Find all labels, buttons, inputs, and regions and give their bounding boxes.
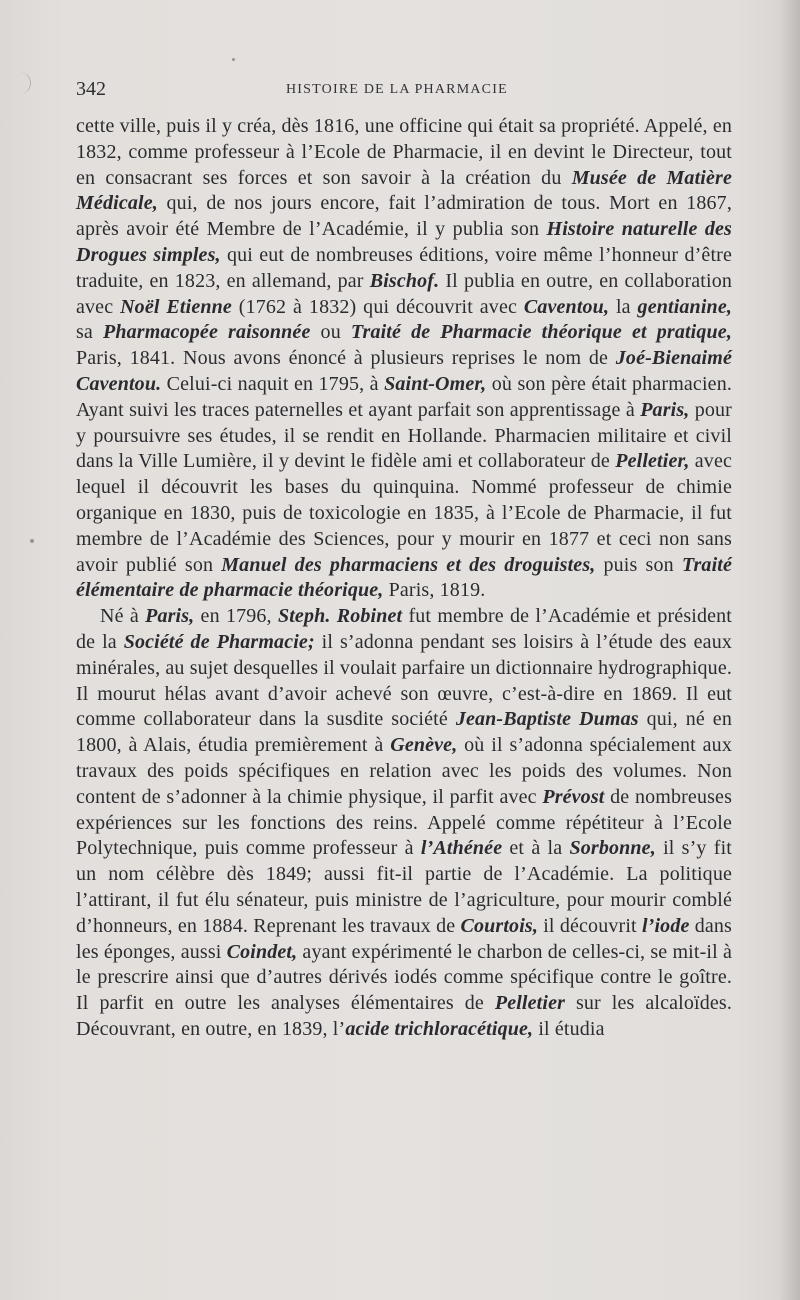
paper-speck <box>232 58 235 61</box>
text-run: en 1796, <box>194 605 278 628</box>
page-gutter-shadow <box>778 0 800 1300</box>
text-run: sur les alcaloïdes. Découvrant, en outre, en 1839, l’ <box>76 992 732 1040</box>
text-run: où son père était pharmacien. Ayant suivi les traces paternelles et ayant parfait son apprentissage à <box>76 372 732 421</box>
text-run: il étudia <box>533 1017 605 1040</box>
text-run: il s’adonna pendant ses loisirs à l’étude des eaux minérales, au sujet desquelles il voulait parfaire un dictionnaire hydrographique. Il mourut hélas avant d’avoir achevé son œuvre, c’est-à-dire en 1869. Il eut comme collaborateur dans la susdite société <box>76 630 732 731</box>
italic-name: acide trichloracétique, <box>345 1017 534 1040</box>
italic-name: Manuel des pharmaciens et des droguistes, <box>221 553 596 576</box>
text-run: qui, né en 1800, à Alais, étudia premièrement à <box>76 708 732 757</box>
italic-name: Société de Pharmacie; <box>123 630 315 653</box>
text-run: cette ville, puis il y créa, dès 1816, une officine qui était sa propriété. Appelé, en 1832, comme professeur à l’Ecole de Pharmacie, il en devint le Directeur, tout en consacrant ses forces et son savoir à la création du <box>76 115 732 189</box>
text-run: il s’y fit un nom célèbre dès 1849; aussi fit-il partie de l’Académie. La politique l’attirant, il fut élu sénateur, puis ministre de l’agriculture, pour mourir comblé d’honneurs, en 1884. Reprenant les travaux de <box>76 837 732 937</box>
italic-name: Jean-Baptiste Dumas <box>455 708 639 731</box>
italic-name: Paris, <box>640 398 690 421</box>
italic-name: Paris, <box>145 605 195 628</box>
text-run: Il publia en outre, en collaboration avec <box>76 269 732 318</box>
text-run: ayant expérimenté le charbon de celles-ci, se mit-il à le prescrire ainsi que d’autres dérivés iodés comme spécifique contre le goître. Il parfit en outre les analyses élémentaires de <box>76 940 732 1015</box>
text-run: ou <box>310 321 351 344</box>
text-run: il découvrit <box>538 914 642 937</box>
italic-name: Traité élémentaire de pharmacie théorique, <box>76 553 733 602</box>
text-run: pour y poursuivre ses études, il se rendit en Hollande. Pharmacien militaire et civil dans la Ville Lumière, il y devint le fidèle ami et collaborateur de <box>76 398 732 473</box>
italic-name: l’iode <box>641 914 690 937</box>
text-run: Paris, 1819. <box>383 579 486 602</box>
text-run: sa <box>76 321 104 344</box>
paper-speck <box>30 539 34 543</box>
text-run: qui, de nos jours encore, fait l’admiration de tous. Mort en 1867, après avoir été Membre de l’Académie, il y publia son <box>76 192 732 241</box>
italic-name: Sorbonne, <box>569 837 656 860</box>
italic-name: Genève, <box>390 734 458 757</box>
running-title: HISTOIRE DE LA PHARMACIE <box>286 82 508 97</box>
page-number: 342 <box>76 78 106 100</box>
italic-name: Joé-Bienaimé Caventou. <box>76 347 732 395</box>
italic-name: Saint-Omer, <box>384 372 487 395</box>
italic-name: l’Athénée <box>420 837 503 860</box>
text-run: Celui-ci naquit en 1795, à <box>161 372 385 395</box>
text-run: la <box>609 295 638 318</box>
paragraph-1 <box>76 114 732 604</box>
text-run: fut membre de l’Académie et président de la <box>76 605 733 653</box>
text-run: Paris, 1841. Nous avons énoncé à plusieurs reprises le nom de <box>76 347 616 370</box>
body-text <box>76 114 732 1043</box>
italic-name: Courtois, <box>460 914 538 937</box>
running-head <box>76 78 732 104</box>
text-run: dans les éponges, aussi <box>76 914 732 963</box>
text-run: (1762 à 1832) qui découvrit avec <box>231 295 524 318</box>
italic-name: Caventou, <box>523 295 610 318</box>
italic-name: Noël Etienne <box>120 295 232 318</box>
italic-name: Pharmacopée raisonnée <box>103 321 311 344</box>
paragraph-2 <box>76 604 732 1043</box>
text-run: puis son <box>595 553 682 576</box>
italic-name: Steph. Robinet <box>277 605 403 628</box>
text-run: et à la <box>502 837 570 860</box>
italic-name: Pelletier, <box>615 450 690 473</box>
italic-name: Musée de Matière Médicale, <box>76 166 732 215</box>
text-run: qui eut de nombreuses éditions, voire même l’honneur d’être traduite, en 1823, en allemand, par <box>76 243 732 292</box>
italic-name: Histoire naturelle des Drogues simples, <box>76 218 732 266</box>
text-run: Né à <box>100 605 146 628</box>
italic-name: gentianine, <box>637 295 732 318</box>
text-run: où il s’adonna spécialement aux travaux des poids spécifiques en relation avec les poids des volumes. Non content de s’adonner à la chimie physique, il parfit avec <box>76 734 732 808</box>
text-run: de nombreuses expériences sur les fonctions des reins. Appelé comme répétiteur à l’Ecole Polytechnique, puis comme professeur à <box>76 785 733 860</box>
italic-name: Pelletier <box>494 992 566 1015</box>
italic-name: Bischof. <box>369 269 440 292</box>
margin-mark <box>18 72 31 94</box>
italic-name: Prévost <box>542 785 605 808</box>
italic-name: Traité de Pharmacie théorique et pratique, <box>350 321 732 344</box>
text-run: avec lequel il découvrit les bases du quinquina. Nommé professeur de chimie organique en 1830, puis de toxicologie en 1835, à l’Ecole de Pharmacie, il fut membre de l’Académie des Sciences, pour y mourir en 1877 et ceci non sans avoir publié son <box>76 450 732 576</box>
italic-name: Coindet, <box>226 940 298 963</box>
